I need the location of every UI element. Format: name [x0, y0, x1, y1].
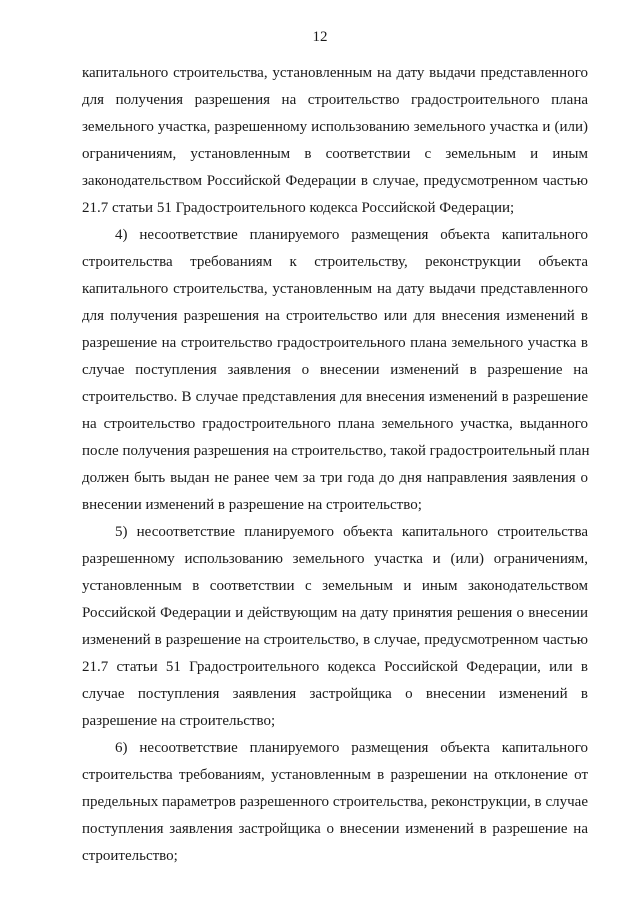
text-line: установленным в соответствии с земельным и иным законодательством: [82, 578, 588, 594]
text-line: поступления заявления застройщика о внесении изменений в разрешение на: [82, 821, 588, 837]
text-line: случае поступления заявления о внесении изменений в разрешение на: [82, 362, 588, 378]
text-line: разрешенному использованию земельного участка и (или) ограничениям,: [82, 551, 588, 567]
text-line: земельного участка, разрешенному использованию земельного участка и (или): [82, 119, 588, 135]
text-line: 4) несоответствие планируемого размещения объекта капитального: [115, 227, 588, 243]
text-line: должен быть выдан не ранее чем за три года до дня направления заявления о: [82, 470, 588, 486]
text-line: разрешение на строительство;: [82, 713, 276, 729]
text-line: внесении изменений в разрешение на строительство;: [82, 497, 422, 513]
text-line: для получения разрешения на строительство градостроительного плана: [82, 92, 588, 108]
text-line: капитального строительства, установленным на дату выдачи представленного: [82, 281, 588, 297]
text-line: 5) несоответствие планируемого объекта капитального строительства: [115, 524, 588, 540]
text-line: 21.7 статьи 51 Градостроительного кодекса Российской Федерации;: [82, 200, 515, 216]
text-line: законодательством Российской Федерации в случае, предусмотренном частью: [82, 173, 588, 189]
text-line: случае поступления заявления застройщика о внесении изменений в: [82, 686, 588, 702]
text-line: изменений в разрешение на строительство, в случае, предусмотренном частью: [82, 632, 588, 648]
text-line: строительства требованиям, установленным в разрешении на отклонение от: [82, 767, 588, 783]
text-line: 21.7 статьи 51 Градостроительного кодекса Российской Федерации, или в: [82, 659, 588, 675]
text-line: капитального строительства, установленным на дату выдачи представленного: [82, 65, 588, 81]
text-line: строительство. В случае представления для внесения изменений в разрешение: [82, 389, 588, 405]
text-line: строительство;: [82, 848, 178, 864]
page-number: 12: [312, 29, 328, 45]
text-line: предельных параметров разрешенного строительства, реконструкции, в случае: [82, 794, 588, 810]
text-line: 6) несоответствие планируемого размещения объекта капитального: [115, 740, 588, 756]
text-line: Российской Федерации и действующим на дату принятия решения о внесении: [82, 605, 588, 621]
text-line: после получения разрешения на строительство, такой градостроительный план: [82, 443, 590, 459]
text-line: для получения разрешения на строительство или для внесения изменений в: [82, 308, 588, 324]
text-line: строительства требованиям к строительству, реконструкции объекта: [82, 254, 588, 270]
text-line: ограничениям, установленным в соответствии с земельным и иным: [82, 146, 588, 162]
text-line: на строительство градостроительного плана земельного участка, выданного: [82, 416, 588, 432]
text-line: разрешение на строительство градостроительного плана земельного участка в: [82, 335, 588, 351]
